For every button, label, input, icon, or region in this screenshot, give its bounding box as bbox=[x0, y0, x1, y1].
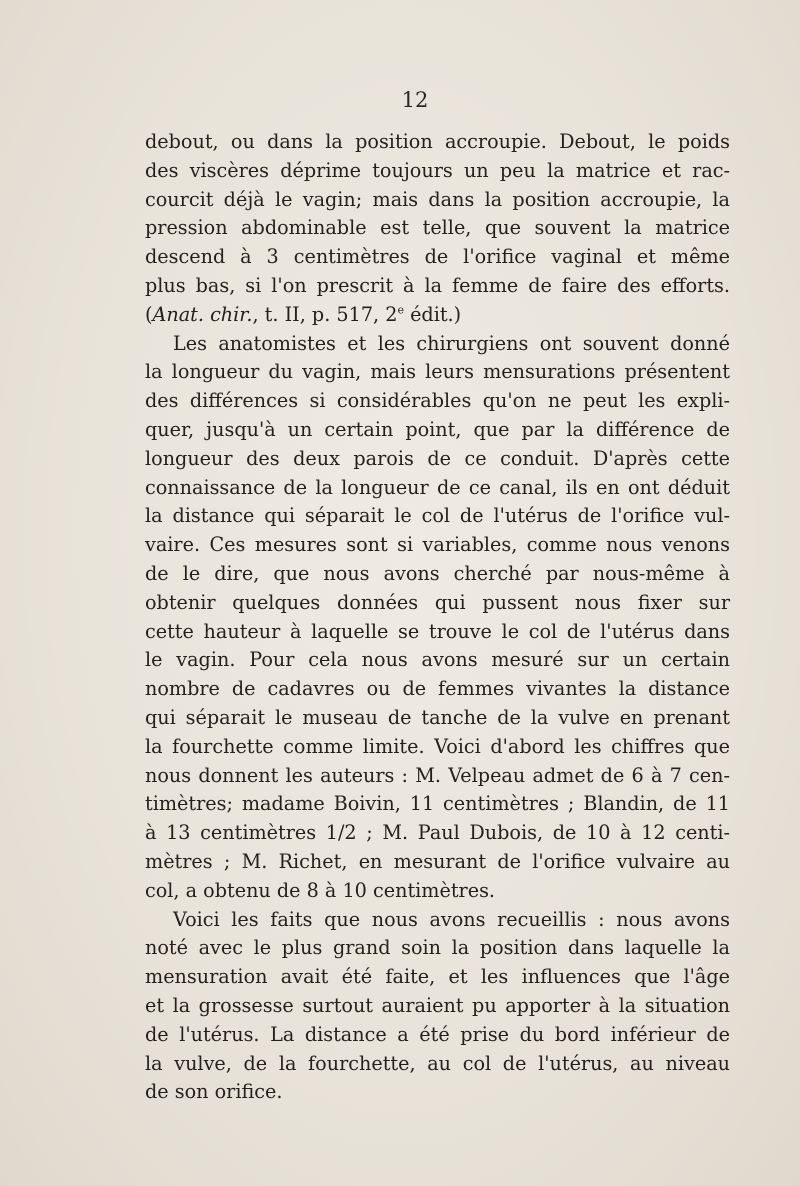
text-line: à 13 centimètres 1/2 ; M. Paul Dubois, de 10 à 12 centi- bbox=[145, 821, 730, 845]
text-line: Voici les faits que nous avons recueillis : nous avons bbox=[173, 907, 730, 931]
text-line: et la grossesse surtout auraient pu apporter à la situation bbox=[145, 993, 730, 1017]
text-line: pression abdominable est telle, que souvent la matrice bbox=[145, 216, 730, 240]
text-line: des différences si considérables qu'on ne peut les expli- bbox=[145, 389, 730, 413]
text-line: quer, jusqu'à un certain point, que par la différence de bbox=[145, 417, 730, 441]
text-line: mensuration avait été faite, et les influences que l'âge bbox=[145, 965, 730, 989]
text-line: connaissance de la longueur de ce canal, ils en ont déduit bbox=[145, 475, 730, 499]
text-line: timètres; madame Boivin, 11 centimètres ; Blandin, de 11 bbox=[145, 792, 730, 816]
text-line: plus bas, si l'on prescrit à la femme de faire des efforts. bbox=[145, 273, 730, 297]
text-line: noté avec le plus grand soin la position dans laquelle la bbox=[145, 936, 730, 960]
text-line: descend à 3 centimètres de l'orifice vaginal et même bbox=[145, 245, 730, 269]
text-line: des viscères déprime toujours un peu la matrice et rac- bbox=[145, 158, 730, 182]
text-line: qui séparait le museau de tanche de la vulve en prenant bbox=[145, 705, 730, 729]
citation-open: ( bbox=[145, 302, 153, 326]
text-line: la longueur du vagin, mais leurs mensurations présentent bbox=[145, 360, 730, 384]
citation-line bbox=[145, 301, 730, 330]
text-line: debout, ou dans la position accroupie. Debout, le poids bbox=[145, 130, 730, 153]
text-line: de le dire, que nous avons cherché par nous-même à bbox=[145, 561, 730, 585]
body-text bbox=[145, 128, 730, 1107]
text-line: la vulve, de la fourchette, au col de l'utérus, au niveau bbox=[145, 1051, 730, 1075]
text-line: obtenir quelques données qui pussent nous fixer sur bbox=[145, 590, 730, 614]
text-line: cette hauteur à laquelle se trouve le col de l'utérus dans bbox=[145, 619, 730, 643]
text-line: la distance qui séparait le col de l'utérus de l'orifice vul- bbox=[145, 504, 730, 528]
text-line: col, a obtenu de 8 à 10 centimètres. bbox=[145, 878, 496, 902]
text-line: de son orifice. bbox=[145, 1080, 283, 1104]
page-number: 12 bbox=[401, 88, 429, 112]
text-line: de l'utérus. La distance a été prise du bord inférieur de bbox=[145, 1022, 730, 1046]
text-line: courcit déjà le vagin; mais dans la position accroupie, la bbox=[145, 187, 730, 211]
text-line: Les anatomistes et les chirurgiens ont souvent donné bbox=[173, 331, 730, 355]
citation-title: Anat. chir. bbox=[152, 302, 253, 326]
edition-superscript: e bbox=[397, 303, 404, 317]
citation-end: édit.) bbox=[403, 302, 462, 326]
text-line: vaire. Ces mesures sont si variables, comme nous venons bbox=[145, 533, 730, 557]
text-line: nombre de cadavres ou de femmes vivantes la distance bbox=[145, 677, 730, 701]
citation-reference: , t. II, p. 517, 2 bbox=[252, 302, 398, 326]
text-line: nous donnent les auteurs : M. Velpeau admet de 6 à 7 cen- bbox=[145, 763, 730, 787]
text-line: la fourchette comme limite. Voici d'abord les chiffres que bbox=[145, 734, 730, 758]
text-line: le vagin. Pour cela nous avons mesuré sur un certain bbox=[145, 648, 730, 672]
text-line: mètres ; M. Richet, en mesurant de l'orifice vulvaire au bbox=[145, 849, 730, 873]
text-line: longueur des deux parois de ce conduit. D'après cette bbox=[145, 446, 730, 470]
